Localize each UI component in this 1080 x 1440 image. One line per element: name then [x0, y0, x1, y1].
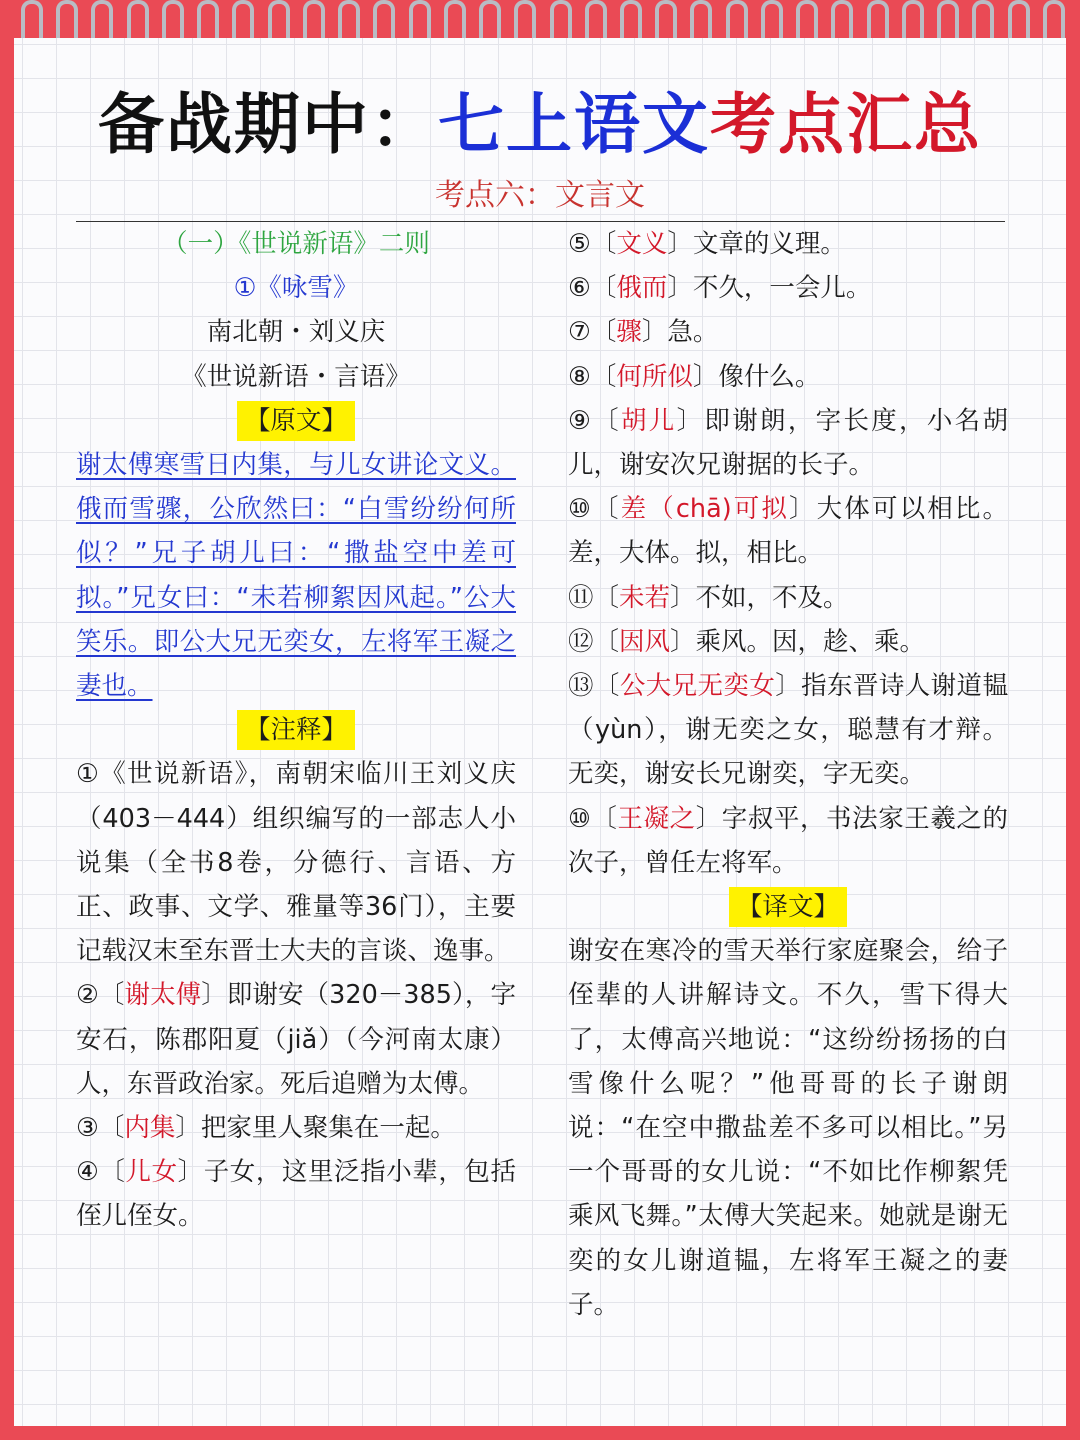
source-line: 《世说新语・言语》	[181, 361, 411, 392]
note-term: 公大兄无奕女	[619, 671, 776, 702]
note-item: ③〔内集〕把家里人聚集在一起。	[76, 1113, 456, 1144]
translation-text: 谢安在寒冷的雪天举行家庭聚会，给子侄辈的人讲解诗文。不久，雪下得大了，太傅高兴地说：“这纷纷扬扬的白雪像什么呢？”他哥哥的长子谢朗说：“在空中撒盐差不多可以相比。”另一个哥哥的女儿说：“不如比作柳絮凭乘风飞舞。”太傅大笑起来。她就是谢无奕的女儿谢道韫，左将军王凝之的妻子。	[568, 936, 1008, 1320]
note-term: 俄而	[616, 273, 668, 304]
notes-label: 【注释】	[237, 710, 355, 750]
piece-title: ①《咏雪》	[233, 273, 359, 304]
note-item: ⑬〔公大兄无奕女〕指东晋诗人谢道韫（yùn），谢无奕之女，聪慧有才辩。无奕，谢安长兄谢奕，字无奕。	[568, 671, 1008, 790]
note-term: 谢太傅	[124, 980, 202, 1011]
title-topic: 考点汇总	[710, 85, 982, 163]
translation-label: 【译文】	[729, 887, 847, 927]
note-term: 内集	[124, 1113, 176, 1144]
notes-label-row	[76, 708, 516, 752]
note-term: 儿女	[125, 1157, 178, 1188]
right-column	[568, 222, 1008, 1327]
original-text: 谢太傅寒雪日内集，与儿女讲论文义。俄而雪骤，公欣然曰：“白雪纷纷何所似？”兄子胡儿曰：“撒盐空中差可拟。”兄女曰：“未若柳絮因风起。”公大笑乐。即公大兄无奕女，左将军王凝之妻也。	[76, 450, 516, 702]
left-column	[76, 222, 516, 1239]
note-item: ⑫〔因风〕乘风。因，趁、乘。	[568, 626, 926, 657]
note-item: ⑩〔王凝之〕字叔平，书法家王羲之的次子，曾任左将军。	[568, 803, 1008, 878]
note-term: 王凝之	[617, 803, 696, 834]
note-item: ⑦〔骤〕急。	[568, 317, 719, 348]
original-label-row	[76, 399, 516, 443]
note-term: 文义	[616, 229, 668, 259]
author-line: 南北朝・刘义庆	[206, 317, 386, 348]
title-subject: 七上语文	[438, 85, 710, 163]
page-title	[0, 84, 1080, 164]
note-item: ①《世说新语》，南朝宋临川王刘义庆（403－444）组织编写的一部志人小说集（全书8卷，分德行、言语、方正、政事、文学、雅量等36门），主要记载汉末至东晋士大夫的言谈、逸事。	[76, 759, 516, 967]
note-term: 骤	[616, 317, 642, 348]
page-subtitle: 考点六：文言文	[435, 178, 645, 213]
note-item: ⑨〔胡儿〕即谢朗，字长度，小名胡儿，谢安次兄谢据的长子。	[568, 405, 1008, 481]
note-term: 因风	[619, 626, 671, 657]
note-item: ④〔儿女〕子女，这里泛指小辈，包括侄儿侄女。	[76, 1157, 516, 1232]
note-item: ⑪〔未若〕不如，不及。	[568, 582, 849, 613]
note-term: 胡儿	[620, 405, 677, 436]
note-item: ⑥〔俄而〕不久，一会儿。	[568, 273, 872, 304]
translation-label-row	[568, 885, 1008, 929]
section-heading: （一）《世说新语》二则	[162, 229, 430, 259]
note-term: 何所似	[616, 361, 693, 392]
note-item: ⑤〔文义〕文章的义理。	[568, 229, 846, 259]
note-item: ⑩〔差（chā)可拟〕大体可以相比。差，大体。拟，相比。	[568, 494, 1008, 569]
note-item: ⑧〔何所似〕像什么。	[568, 361, 821, 392]
note-item: ②〔谢太傅〕即谢安（320－385），字安石，陈郡阳夏（jiǎ）（今河南太康）人，东晋政治家。死后追赠为太傅。	[76, 980, 516, 1099]
title-prefix: 备战期中：	[98, 85, 438, 163]
note-term: 差（chā)可拟	[620, 494, 790, 525]
note-term: 未若	[619, 582, 671, 613]
original-label: 【原文】	[237, 401, 355, 441]
